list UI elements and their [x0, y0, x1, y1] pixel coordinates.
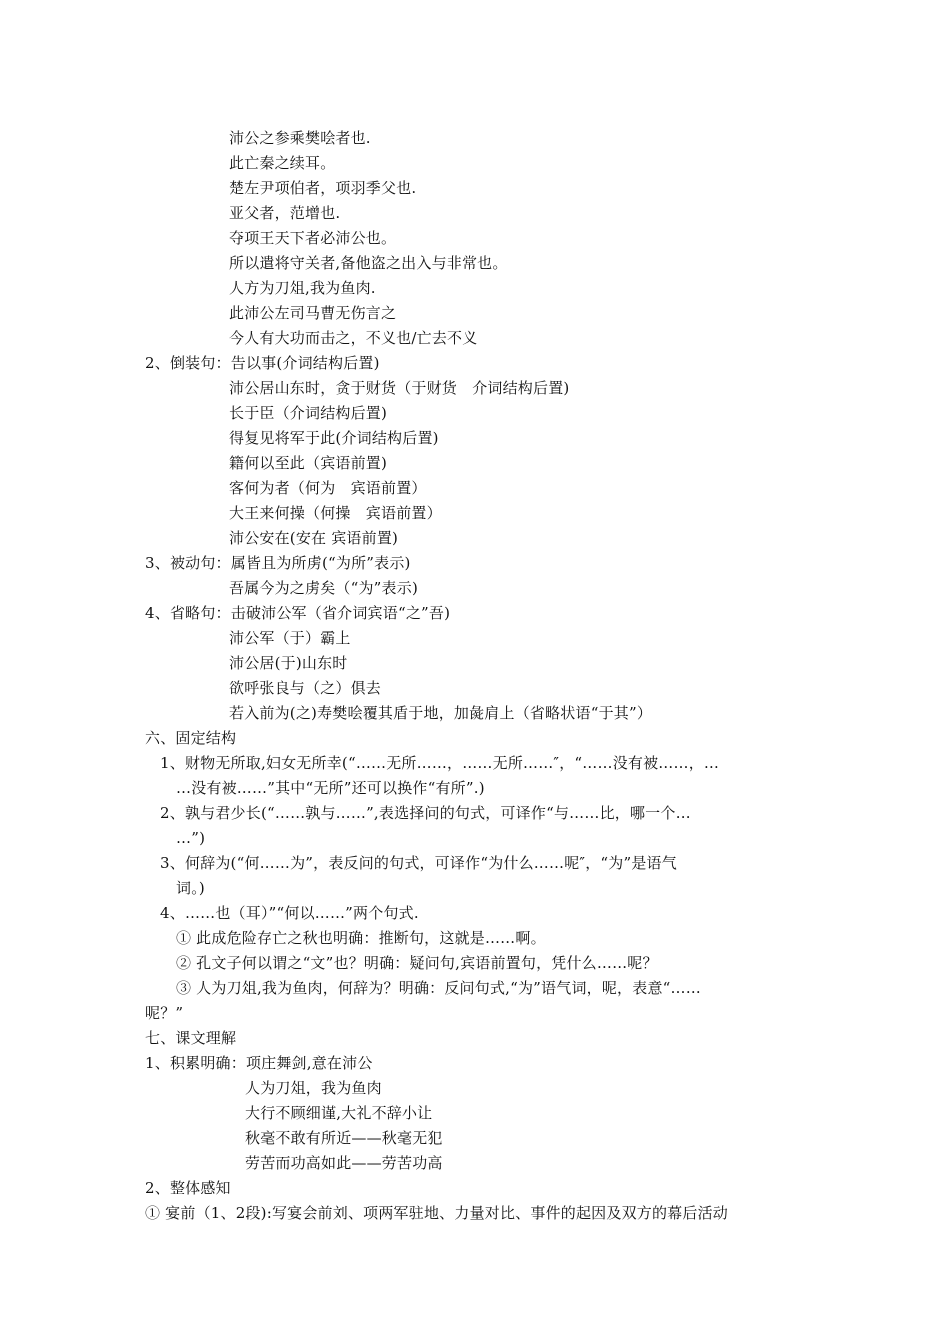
text-line: 楚左尹项伯者，项羽季父也. — [229, 179, 417, 197]
text-line: 今人有大功而击之，不义也/亡去不义 — [229, 329, 478, 347]
text-line: 沛公居山东时，贪于财货（于财货 介词结构后置) — [229, 379, 570, 397]
text-line: 夺项王天下者必沛公也。 — [229, 229, 397, 247]
section-heading: 六、固定结构 — [145, 729, 237, 747]
text-line: ② 孔文子何以谓之“文”也？明确：疑问句,宾语前置句，凭什么……呢？ — [176, 954, 658, 972]
text-line: 沛公居(于)山东时 — [229, 654, 348, 672]
text-line: 沛公安在(安在 宾语前置) — [229, 529, 399, 547]
text-line: 长于臣（介词结构后置) — [229, 404, 388, 422]
section-heading: 1、积累明确：项庄舞剑,意在沛公 — [145, 1054, 373, 1072]
text-line: 1、财物无所取,妇女无所幸(“……无所……，……无所……″，“……没有被……，… — [160, 754, 720, 772]
section-heading: 七、课文理解 — [145, 1029, 237, 1047]
section-heading: 3、被动句：属皆且为所虏(“为所”表示) — [145, 554, 411, 572]
text-line: 劳苦而功高如此——劳苦功高 — [245, 1154, 443, 1172]
text-line: 欲呼张良与（之）俱去 — [229, 679, 382, 697]
text-line: 若入前为(之)寿樊哙覆其盾于地，加彘肩上（省略状语“于其”） — [229, 704, 653, 722]
section-heading: 4、省略句：击破沛公军（省介词宾语“之”吾) — [145, 604, 451, 622]
text-line: 人为刀俎，我为鱼肉 — [245, 1079, 382, 1097]
text-line: 亚父者，范增也. — [229, 204, 341, 222]
text-line: 沛公军（于）霸上 — [229, 629, 351, 647]
text-line: 4、……也（耳）”“何以……”两个句式. — [160, 904, 419, 922]
text-line: 2、孰与君少长(“……孰与……”,表选择问的句式，可译作“与……比，哪一个… — [160, 804, 691, 822]
text-line: 3、何辞为(“何……为”，表反问的句式，可译作“为什么……呢″，“为”是语气 — [160, 854, 677, 872]
text-line: ① 此成危险存亡之秋也明确：推断句，这就是……啊。 — [176, 929, 546, 947]
text-line: 此亡秦之续耳。 — [229, 154, 336, 172]
text-line: 词。) — [176, 879, 205, 897]
text-line: 呢？” — [145, 1004, 184, 1022]
text-line: 人方为刀俎,我为鱼肉. — [229, 279, 376, 297]
text-line: 沛公之参乘樊哙者也. — [229, 129, 371, 147]
text-line: ③ 人为刀俎,我为鱼肉，何辞为？明确：反问句式,“为”语气词，呢，表意“…… — [176, 979, 701, 997]
text-line: 吾属今为之虏矣（“为”表示) — [229, 579, 418, 597]
section-heading: 2、整体感知 — [145, 1179, 231, 1197]
text-line: ① 宴前（1、2段):写宴会前刘、项两军驻地、力量对比、事件的起因及双方的幕后活动 — [145, 1204, 728, 1222]
text-line: 所以遣将守关者,备他盗之出入与非常也。 — [229, 254, 508, 272]
text-line: 得复见将军于此(介词结构后置) — [229, 429, 439, 447]
section-heading: 2、倒装句：告以事(介词结构后置) — [145, 354, 380, 372]
text-line: 此沛公左司马曹无伤言之 — [229, 304, 397, 322]
text-line: 客何为者（何为 宾语前置） — [229, 479, 427, 497]
text-line: 籍何以至此（宾语前置) — [229, 454, 388, 472]
text-line: 大王来何操（何操 宾语前置） — [229, 504, 442, 522]
text-line: …没有被……”其中“无所”还可以换作“有所”.) — [176, 779, 485, 797]
text-line: 秋毫不敢有所近——秋毫无犯 — [245, 1129, 443, 1147]
text-line: …”) — [176, 829, 206, 847]
text-line: 大行不顾细谨,大礼不辞小让 — [245, 1104, 433, 1122]
